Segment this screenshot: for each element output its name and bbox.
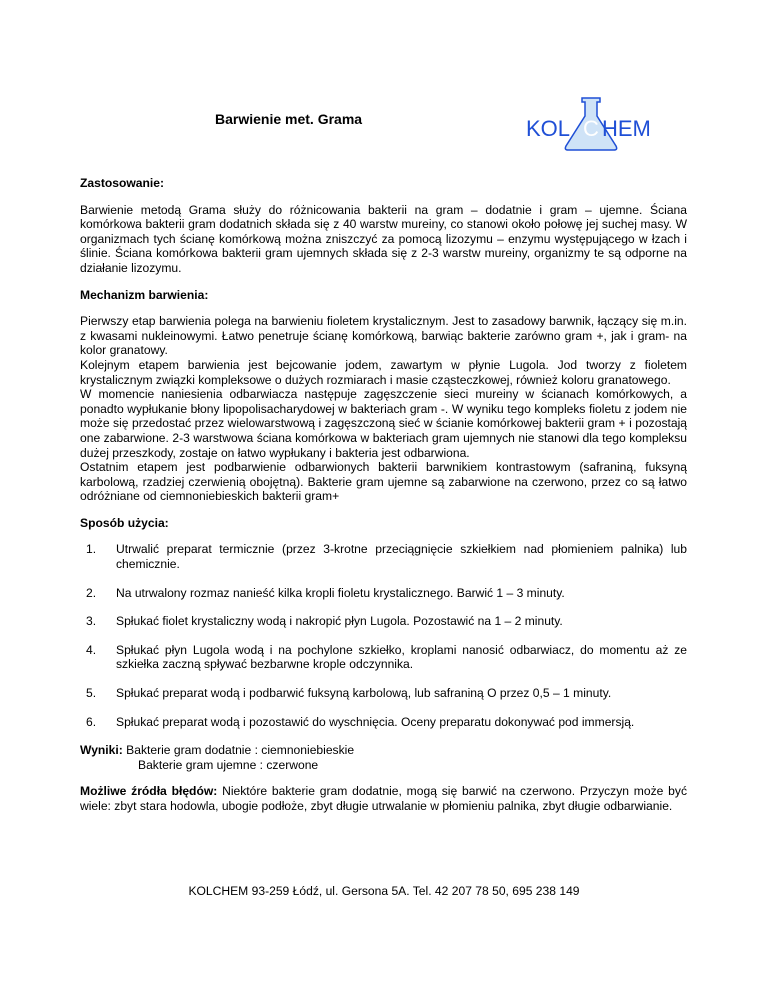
list-item [86,542,687,571]
kolchem-logo [520,94,660,154]
errors-text: Niektóre bakterie gram dodatnie, mogą się barwić na czerwono. Przyczyn może być wiele: zbyt stara hodowla, ubogie podłoże, zbyt długie utrwalanie w płomieniu palnika, zbyt długie odbarwianie. [80,784,687,813]
logo-text-middle: C [583,116,599,141]
list-item [86,614,687,629]
logo-text-right: HEM [602,116,651,141]
step-text: Utrwalić preparat termicznie (przez 3-krotne przeciągnięcie szkiełkiem nad płomieniem palnika) lub chemicznie. [116,542,687,572]
results-line-2: Bakterie gram ujemne : czerwone [138,757,319,772]
step-number: 6. [86,714,97,729]
mechanizm-paragraph: Pierwszy etap barwienia polega na barwieniu fioletem krystalicznym. Jest to zasadowy barwnik, łączący się m.in. z kwasami nukleinowymi. Łatwo penetruje ścianę komórkową, barwiąc bakterie zarówno gram +, jak i gram- na kolor granatowy. [80,314,687,358]
logo-text-left: KOL [526,116,571,141]
mechanizm-paragraph: W momencie naniesienia odbarwiacza następuje zagęszczenie sieci mureiny w ścianach komórkowych, a ponadto wypłukanie błony lipopolisacharydowej w bakteriach gram -. W wyniku tego kompleks fioletu z jodem nie może się przedostać przez wielowarstwową i zagęszczoną sieć w ścianie komórkowej bakterii gram + i pozostają one zabarwione. 2-3 warstwowa ściana komórkowa w bakteriach gram ujemnych nie stanowi dla tego kompleksu dużej przeszkody, zostaje on łatwo wypłukany i bakteria jest odbarwiona. [80,387,687,460]
section-heading-mechanizm: Mechanizm barwienia: [80,287,209,302]
step-number: 4. [86,642,97,657]
step-number: 2. [86,585,97,600]
mechanizm-paragraph: Ostatnim etapem jest podbarwienie odbarwionych bakterii barwnikiem kontrastowym (safraniną, fuksyną karbolową, rzadziej czerwienią obojętną). Bakterie gram ujemne są zabarwione na czerwono, przez co są łatwo odróżniane od ciemnoniebieskich bakterii gram+ [80,460,687,504]
errors-block [80,784,687,813]
steps-list [80,542,687,729]
errors-label: Możliwe źródła błędów: [80,784,218,799]
results-label: Wyniki: [80,743,123,758]
step-text: Spłukać preparat wodą i podbarwić fuksyną karbolową, lub safraniną O przez 0,5 – 1 minuty. [116,686,612,701]
page-footer: KOLCHEM 93-259 Łódź, ul. Gersona 5A. Tel. 42 207 78 50, 695 238 149 [188,884,580,898]
step-text: Spłukać płyn Lugola wodą i na pochylone szkiełko, kroplami nanosić odbarwiacz, do momentu aż ze szkiełka zaczną spływać bezbarwne krople odczynnika. [116,642,687,672]
results-block [80,743,687,772]
step-text: Spłukać preparat wodą i pozostawić do wyschnięcia. Oceny preparatu dokonywać pod immersją. [116,714,635,729]
section-heading-sposob: Sposób użycia: [80,515,169,530]
mechanizm-paragraph: Kolejnym etapem barwienia jest bejcowanie jodem, zawartym w płynie Lugola. Jod tworzy z fioletem krystalicznym związki kompleksowe o dużych rozmiarach i masie cząsteczkowej, również koloru granatowego. [80,357,687,387]
results-line-1: Bakterie gram dodatnie : ciemnoniebieskie [126,743,355,758]
list-item [86,643,687,672]
step-number: 3. [86,614,97,629]
list-item [86,715,687,730]
step-text: Na utrwalony rozmaz nanieść kilka kropli fioletu krystalicznego. Barwić 1 – 3 minuty. [116,585,565,600]
page-title: Barwienie met. Grama [215,111,363,127]
list-item [86,586,687,601]
step-text: Spłukać fiolet krystaliczny wodą i nakropić płyn Lugola. Pozostawić na 1 – 2 minuty. [116,614,563,629]
list-item [86,686,687,701]
section-heading-zastosowanie: Zastosowanie: [80,176,165,190]
document-body [80,176,687,814]
step-number: 1. [86,542,97,557]
section-text-zastosowanie: Barwienie metodą Grama służy do różnicowania bakterii na gram – dodatnie i gram – ujemne. Ściana komórkowa bakterii gram dodatnich składa się z 40 warstw mureiny, co stanowi około połowę jej suchej masy. W organizmach tych ścianę komórkową można zniszczyć za pomocą lizozymu – enzymu występującego w łzach i ślinie. Ściana komórkowa bakterii gram ujemnych składa się z 2-3 warstw mureiny, organizmy te są odporne na działanie lizozymu. [80,202,687,275]
step-number: 5. [86,686,97,701]
